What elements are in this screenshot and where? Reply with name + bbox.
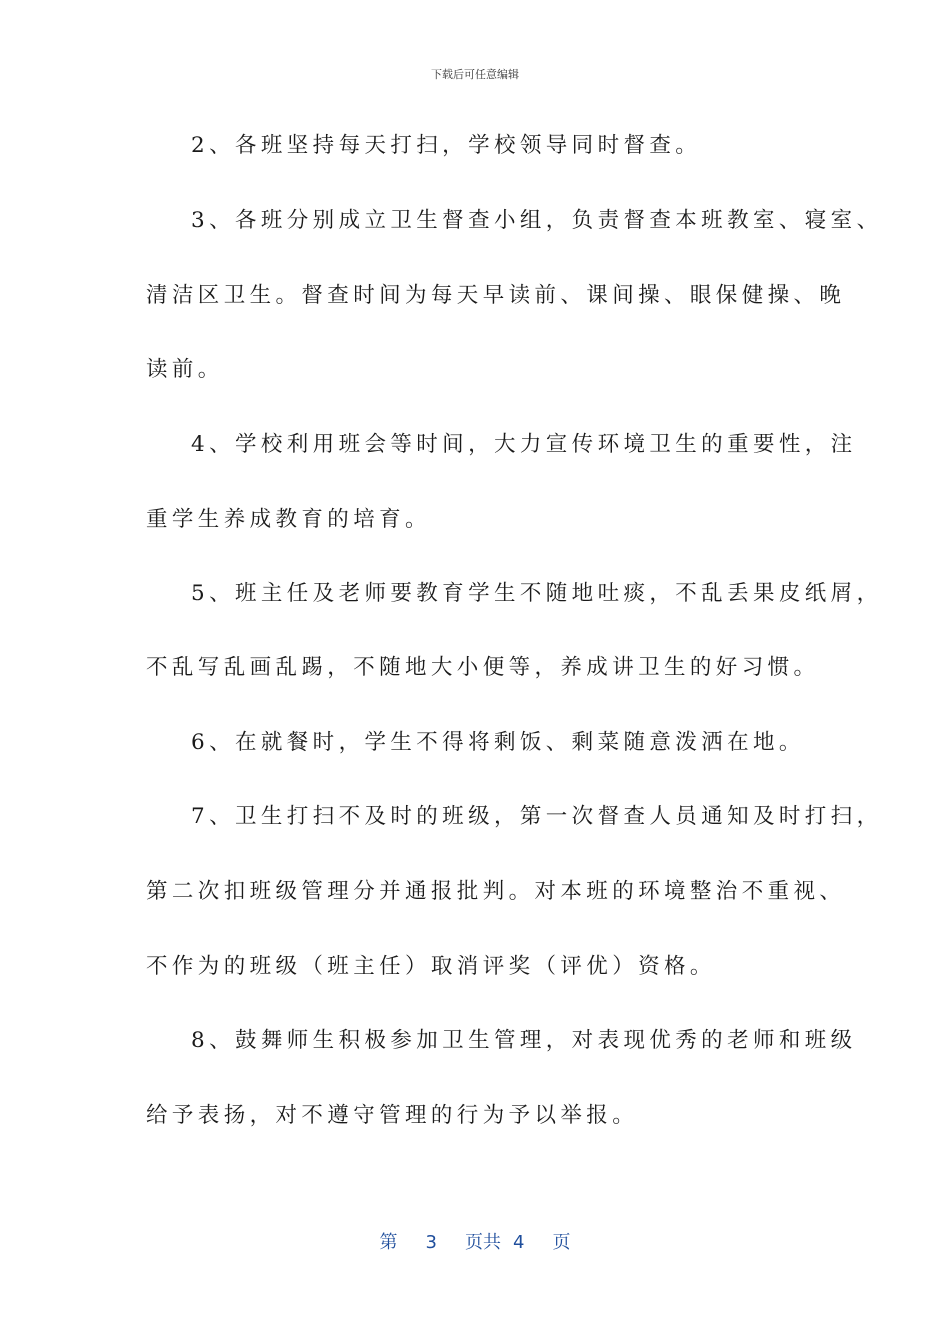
paragraph-line: 不乱写乱画乱踢，不随地大小便等，养成讲卫生的好习惯。 [146,655,820,680]
paragraph-line: 2、各班坚持每天打扫，学校领导同时督查。 [191,133,702,158]
paragraph-line: 不作为的班级（班主任）取消评奖（评优）资格。 [146,954,716,979]
footer-page-total-word: 页共 [465,1232,501,1253]
page-header: 下载后可任意编辑 [431,68,519,81]
paragraph-line: 第二次扣班级管理分并通报批判。对本班的环境整治不重视、 [146,879,846,904]
paragraph-line: 4、学校利用班会等时间，大力宣传环境卫生的重要性，注 [191,432,857,457]
paragraph-line: 读前。 [146,357,224,382]
paragraph-line: 7、卫生打扫不及时的班级，第一次督查人员通知及时打扫， [191,804,883,829]
footer-page-word-end: 页 [552,1232,571,1253]
paragraph-line: 6、在就餐时，学生不得将剩饭、剩菜随意泼洒在地。 [191,730,805,755]
paragraph-line: 重学生养成教育的培育。 [146,507,431,532]
footer-total-pages: 4 [513,1232,525,1253]
paragraph-line: 5、班主任及老师要教育学生不随地吐痰，不乱丢果皮纸屑， [191,581,883,606]
paragraph-line: 8、鼓舞师生积极参加卫生管理，对表现优秀的老师和班级 [191,1028,857,1053]
footer-current-page: 3 [425,1232,437,1253]
paragraph-line: 清洁区卫生。督查时间为每天早读前、课间操、眼保健操、晚 [146,283,846,308]
paragraph-line: 给予表扬，对不遵守管理的行为予以举报。 [146,1103,639,1128]
footer-page-word: 第 [379,1232,398,1253]
paragraph-line: 3、各班分别成立卫生督查小组，负责督查本班教室、寝室、 [191,208,883,233]
page-footer [0,1228,950,1254]
